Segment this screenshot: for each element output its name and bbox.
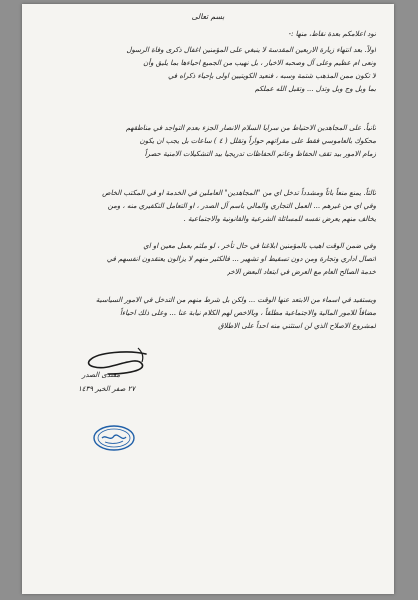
letter-line: اولاً. بعد انتهاء زيارة الاربعين المقدسة لا ينبغي على المؤمنين اغفال ذكرى وفاة الرسول	[126, 46, 376, 54]
signature-name: مقتدى الصدر	[82, 371, 120, 379]
letter-line: وفي ضمن الوقت اهيب بالمؤمنين ابلاغنا في حال تأخر ، لو ملثم بعمل معين او اي	[143, 242, 376, 250]
letter-line: زمام الامور بيد تقف الحفاظ وعاتم الحفاظات تدريجيا بيد التشكيلات الامنية حصراً	[144, 150, 376, 158]
letter-line: اتصال اداري وتجارة ومن دون تسقيط او تشهير ... فالكثير منهم لا يزالون يعتقدون انفسهم في	[106, 255, 376, 263]
letter-line: بما وبل وج وبل وتدل ... وتقبل الله عملكم	[254, 85, 376, 93]
letter-line: ثالثاً. يمنع منعاً باتاً ومشدداً تدخل اي من "المجاهدين" العاملين في الخدمة او في المكتب الخاص	[102, 189, 376, 197]
letter-line: وفي اي من غيرهم ... العمل التجاري والمالي باسم آل الصدر ، او التعامل التكفيري منه ، ومن	[107, 202, 376, 210]
letter-page	[22, 4, 394, 594]
letter-line: لا تكون ممن المذهب شتمة وسبه ، فنعيد الكويتيين اولى بإحياء ذكراه في	[167, 72, 376, 80]
letter-line: ثانياً. على المجاهدين الاحتياط من سرايا السلام الانصار الجزء بعدم التواجد في مناطقهم	[125, 124, 376, 132]
letter-line: لمشروع الاصلاح الذي لن استثني منه احداً على الاطلاق	[218, 322, 376, 330]
signature-date: ٢٧ صفر الخير ١٤٣٩	[78, 385, 136, 393]
letter-line: محكوك بالعاموسي فقط على مقراتهم حواراً وتقلل ( ٤ ) ساعات بل يجب ان يكون	[139, 137, 376, 145]
letter-line: ونعى ام عظيم وعلى آل وصحبه الاخيار ، بل نهيب من الجميع احياءها بما يليق وأن	[143, 59, 376, 67]
letter-line: مضافاً للامور المالية والاجتماعية مطلقاً ، وبالاخص لهم الكلام نيابة عنا ... وعلى ذلك احياءاً	[119, 309, 376, 317]
letter-line: ويستفيد في اسماء من الابتعد عنها الوقت ... ولكن بل شرط منهم من التدخل في الامور السياسية	[95, 296, 376, 304]
letter-line: خدمة الصالح العام مع العرض في ابتعاد البعض الاخر	[226, 268, 376, 276]
office-seal-stamp	[92, 424, 136, 452]
letter-line: يخالف منهم يعرض نفسه للمسائلة الشرعية والقانونية والاجتماعية .	[183, 215, 376, 223]
basmala: بسم تعالى	[191, 12, 225, 21]
letter-line: نود اعلامكم بعدة نقاط، منها :-	[288, 30, 376, 38]
